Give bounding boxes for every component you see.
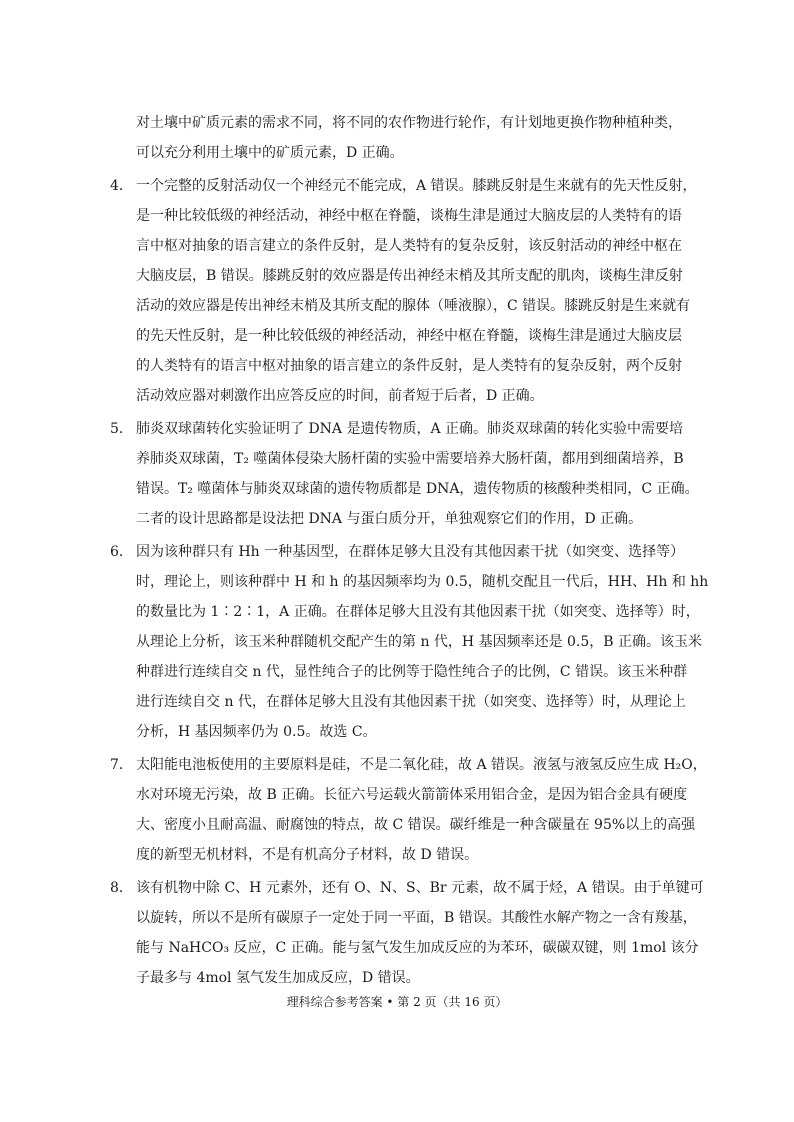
answer-item (110, 750, 707, 870)
text-line: 活动效应器对刺激作出应答反应的时间，前者短于后者，D 正确。 (136, 388, 544, 404)
text-line: 的数量比为 1∶2∶1，A 正确。在群体足够大且没有其他因素干扰（如突变、选择等）时， (136, 604, 700, 620)
text-line: 从理论上分析，该玉米种群随机交配产生的第 n 代，H 基因频率还是 0.5，B 正确。该玉米 (136, 634, 703, 650)
text-line: 大、密度小且耐高温、耐腐蚀的特点，故 C 错误。碳纤维是一种含碳量在 95%以上的高强 (136, 817, 696, 833)
text-line: 养肺炎双球菌，T₂ 噬菌体侵染大肠杆菌的实验中需要培养大肠杆菌，都用到细菌培养，B (136, 451, 684, 467)
answer-list (110, 171, 709, 993)
text-line (110, 171, 697, 201)
text-line (110, 873, 704, 903)
text-line: 种群进行连续自交 n 代，显性纯合子的比例等于隐性纯合子的比例，C 错误。该玉米种群 (136, 664, 688, 680)
text-line: 可以充分利用土壤中的矿质元素，D 正确。 (136, 145, 404, 161)
text-line: 水对环境无污染，故 B 正确。长征六号运载火箭箭体采用铝合金，是因为铝合金具有硬度 (136, 787, 688, 803)
question-number: 4． (110, 178, 133, 194)
answer-item (110, 414, 699, 534)
answer-content (110, 108, 709, 996)
text-line: 时，理论上，则该种群中 H 和 h 的基因频率均为 0.5，随机交配且一代后，HH、Hh 和 hh (136, 574, 709, 590)
text-line: 分析，H 基因频率仍为 0.5。故选 C。 (136, 724, 377, 740)
question-number: 6． (110, 544, 133, 560)
answer-text: 该有机物中除 C、H 元素外，还有 O、N、S、Br 元素，故不属于烃，A 错误。由于单键可 (136, 880, 704, 896)
text-line: 是一种比较低级的神经活动，神经中枢在脊髓，谈梅生津是通过大脑皮层的人类特有的语 (136, 208, 682, 224)
answer-text: 肺炎双球菌转化实验证明了 DNA 是遗传物质，A 正确。肺炎双球菌的转化实验中需要培 (136, 421, 684, 437)
question-number: 8． (110, 880, 133, 896)
text-line: 的人类特有的语言中枢对抽象的语言建立的条件反射，是人类特有的复杂反射，两个反射 (136, 358, 682, 374)
answer-text: 因为该种群只有 Hh 一种基因型，在群体足够大且没有其他因素干扰（如突变、选择等） (136, 544, 685, 560)
text-line (110, 750, 707, 780)
text-line: 言中枢对抽象的语言建立的条件反射，是人类特有的复杂反射，该反射活动的神经中枢在 (136, 238, 682, 254)
answer-item (110, 171, 697, 411)
text-line: 子最多与 4mol 氢气发生加成反应，D 错误。 (136, 970, 420, 986)
text-line (110, 537, 690, 567)
text-line: 二者的设计思路都是设法把 DNA 与蛋白质分开，单独观察它们的作用，D 正确。 (136, 511, 643, 527)
answer-text: 太阳能电池板使用的主要原料是硅，不是二氧化硅，故 A 错误。液氢与液氢反应生成 H₂O， (136, 757, 707, 773)
question-number: 7． (110, 757, 133, 773)
page-footer: 理科综合参考答案 • 第 2 页（共 16 页） (286, 995, 508, 1009)
answer-text: 一个完整的反射活动仅一个神经元不能完成，A 错误。膝跳反射是生来就有的先天性反射， (136, 178, 697, 194)
text-line: 错误。T₂ 噬菌体与肺炎双球菌的遗传物质都是 DNA，遗传物质的核酸种类相同，C 正确。 (136, 481, 699, 497)
intro-paragraph (110, 108, 690, 168)
text-line: 进行连续自交 n 代，在群体足够大且没有其他因素干扰（如突变、选择等）时，从理论上 (136, 694, 686, 710)
answer-item (110, 873, 704, 993)
text-line (110, 414, 690, 444)
text-line: 对土壤中矿质元素的需求不同，将不同的农作物进行轮作，有计划地更换作物种植种类， (136, 115, 682, 131)
answer-item (110, 537, 709, 747)
text-line: 能与 NaHCO₃ 反应，C 正确。能与氢气发生加成反应的为苯环，碳碳双键，则 1mol 该分 (136, 940, 699, 956)
text-line: 的先天性反射，是一种比较低级的神经活动，神经中枢在脊髓，谈梅生津是通过大脑皮层 (136, 328, 682, 344)
text-line: 度的新型无机材料，不是有机高分子材料，故 D 错误。 (136, 847, 479, 863)
text-line: 以旋转，所以不是所有碳原子一定处于同一平面，B 错误。其酸性水解产物之一含有羧基， (136, 910, 697, 926)
text-line: 活动的效应器是传出神经末梢及其所支配的腺体（唾液腺），C 错误。膝跳反射是生来就有 (136, 298, 691, 314)
text-line: 大脑皮层，B 错误。膝跳反射的效应器是传出神经末梢及其所支配的肌肉，谈梅生津反射 (136, 268, 683, 284)
question-number: 5． (110, 421, 133, 437)
